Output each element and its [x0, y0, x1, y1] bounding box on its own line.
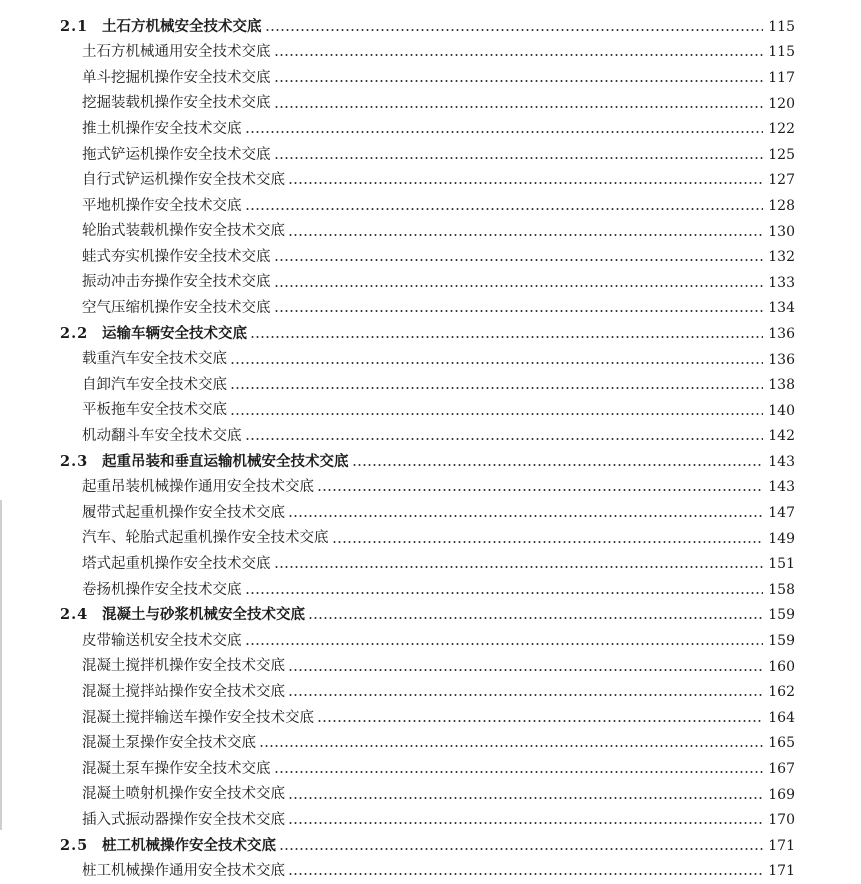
dot-leader [332, 541, 764, 543]
page-number: 147 [768, 505, 795, 522]
dot-leader [250, 336, 763, 338]
dot-leader [274, 54, 764, 56]
page-number: 159 [768, 607, 795, 624]
toc-entry-row[interactable] [0, 168, 861, 194]
entry-title: 平地机操作安全技术交底 [82, 197, 242, 214]
entry-title: 混凝土泵车操作安全技术交底 [82, 760, 271, 777]
entry-title: 自卸汽车安全技术交底 [82, 376, 227, 393]
toc-entry-row[interactable] [0, 244, 861, 270]
dot-leader [288, 515, 763, 517]
dot-leader [288, 873, 763, 875]
entry-title: 桩工机械操作通用安全技术交底 [82, 863, 285, 880]
page-number: 160 [768, 658, 795, 675]
section-number: 2.4 [60, 606, 89, 624]
entry-title: 自行式铲运机操作安全技术交底 [82, 172, 285, 189]
toc-section-row[interactable] [0, 14, 861, 40]
toc-section-row[interactable] [0, 603, 861, 629]
dot-leader [230, 387, 763, 389]
dot-leader [288, 234, 763, 236]
dot-leader [265, 29, 764, 31]
dot-leader [274, 80, 764, 82]
entry-title: 单斗挖掘机操作安全技术交底 [82, 69, 271, 86]
page-number: 151 [768, 556, 795, 573]
toc-entry-row[interactable] [0, 296, 861, 322]
toc-entry-row[interactable] [0, 500, 861, 526]
page-number: 158 [768, 581, 795, 598]
dot-leader [317, 489, 763, 491]
page-number: 167 [768, 761, 795, 778]
dot-leader [274, 106, 764, 108]
dot-leader [259, 745, 763, 747]
entry-title: 混凝土搅拌站操作安全技术交底 [82, 683, 285, 700]
toc-section-row[interactable] [0, 321, 861, 347]
entry-title: 平板拖车安全技术交底 [82, 402, 227, 419]
page-number: 122 [768, 121, 795, 138]
dot-leader [274, 285, 764, 287]
toc-entry-row[interactable] [0, 551, 861, 577]
page-number: 115 [768, 44, 795, 61]
entry-title: 振动冲击夯操作安全技术交底 [82, 274, 271, 291]
page-number: 142 [768, 428, 795, 445]
section-title: 桩工机械操作安全技术交底 [102, 836, 276, 854]
page-number: 130 [768, 223, 795, 240]
toc-entry-row[interactable] [0, 654, 861, 680]
toc-entry-row[interactable] [0, 859, 861, 884]
dot-leader [245, 643, 764, 645]
entry-title: 塔式起重机操作安全技术交底 [82, 556, 271, 573]
toc-entry-row[interactable] [0, 679, 861, 705]
dot-leader [245, 131, 764, 133]
toc-entry-row[interactable] [0, 628, 861, 654]
page-number: 117 [768, 69, 795, 86]
toc-entry-row[interactable] [0, 193, 861, 219]
entry-title: 混凝土喷射机操作安全技术交底 [82, 786, 285, 803]
dot-leader [274, 310, 764, 312]
dot-leader [288, 182, 763, 184]
toc-entry-row[interactable] [0, 807, 861, 833]
entry-title: 卷扬机操作安全技术交底 [82, 581, 242, 598]
dot-leader [288, 694, 763, 696]
page-number: 164 [768, 709, 795, 726]
toc-section-row[interactable] [0, 449, 861, 475]
toc-entry-row[interactable] [0, 347, 861, 373]
toc-entry-row[interactable] [0, 270, 861, 296]
page-number: 140 [768, 402, 795, 419]
section-title: 混凝土与砂浆机械安全技术交底 [102, 606, 305, 624]
entry-title: 插入式振动器操作安全技术交底 [82, 811, 285, 828]
dot-leader [274, 566, 764, 568]
page-number: 159 [768, 633, 795, 650]
section-number: 2.1 [60, 17, 89, 35]
toc-entry-row[interactable] [0, 142, 861, 168]
toc-entry-row[interactable] [0, 91, 861, 117]
section-number: 2.3 [60, 452, 89, 470]
toc-entry-row[interactable] [0, 424, 861, 450]
page-number: 170 [768, 812, 795, 829]
toc-entry-row[interactable] [0, 782, 861, 808]
page-number: 171 [768, 863, 795, 880]
toc-entry-row[interactable] [0, 705, 861, 731]
dot-leader [230, 362, 763, 364]
dot-leader [274, 771, 764, 773]
entry-title: 混凝土搅拌机操作安全技术交底 [82, 658, 285, 675]
page-number: 143 [768, 453, 795, 470]
section-number: 2.2 [60, 324, 89, 342]
entry-title: 履带式起重机操作安全技术交底 [82, 504, 285, 521]
dot-leader [352, 464, 764, 466]
entry-title: 轮胎式装载机操作安全技术交底 [82, 223, 285, 240]
page-number: 171 [768, 837, 795, 854]
entry-title: 混凝土泵操作安全技术交底 [82, 735, 256, 752]
entry-title: 汽车、轮胎式起重机操作安全技术交底 [82, 530, 329, 547]
dot-leader [245, 592, 764, 594]
entry-title: 拖式铲运机操作安全技术交底 [82, 146, 271, 163]
page-number: 136 [768, 351, 795, 368]
table-of-contents [0, 14, 861, 884]
page-number: 165 [768, 735, 795, 752]
toc-entry-row[interactable] [0, 116, 861, 142]
dot-leader [245, 208, 764, 210]
toc-entry-row[interactable] [0, 65, 861, 91]
entry-title: 皮带输送机安全技术交底 [82, 632, 242, 649]
dot-leader [274, 157, 764, 159]
entry-title: 挖掘装载机操作安全技术交底 [82, 95, 271, 112]
page-number: 133 [768, 274, 795, 291]
section-number: 2.5 [60, 836, 89, 854]
dot-leader [245, 438, 764, 440]
dot-leader [288, 797, 763, 799]
toc-entry-row[interactable] [0, 40, 861, 66]
toc-entry-row[interactable] [0, 731, 861, 757]
toc-entry-row[interactable] [0, 756, 861, 782]
toc-entry-row[interactable] [0, 219, 861, 245]
dot-leader [288, 669, 763, 671]
entry-title: 空气压缩机操作安全技术交底 [82, 300, 271, 317]
page-number: 138 [768, 377, 795, 394]
page-number: 143 [768, 479, 795, 496]
page-number: 128 [768, 197, 795, 214]
dot-leader [317, 720, 763, 722]
page-number: 132 [768, 249, 795, 266]
page-number: 125 [768, 146, 795, 163]
toc-entry-row[interactable] [0, 577, 861, 603]
section-title: 运输车辆安全技术交底 [102, 324, 247, 342]
entry-title: 混凝土搅拌输送车操作安全技术交底 [82, 709, 314, 726]
toc-entry-row[interactable] [0, 475, 861, 501]
page-number: 120 [768, 95, 795, 112]
dot-leader [288, 822, 763, 824]
dot-leader [230, 413, 763, 415]
toc-entry-row[interactable] [0, 526, 861, 552]
entry-title: 机动翻斗车安全技术交底 [82, 428, 242, 445]
section-title: 起重吊装和垂直运输机械安全技术交底 [102, 452, 349, 470]
entry-title: 载重汽车安全技术交底 [82, 351, 227, 368]
dot-leader [308, 617, 763, 619]
page-number: 149 [768, 530, 795, 547]
page-number: 127 [768, 172, 795, 189]
toc-section-row[interactable] [0, 833, 861, 859]
entry-title: 蛙式夯实机操作安全技术交底 [82, 248, 271, 265]
entry-title: 土石方机械通用安全技术交底 [82, 44, 271, 61]
section-title: 土石方机械安全技术交底 [102, 17, 262, 35]
dot-leader [274, 259, 764, 261]
page-number: 134 [768, 300, 795, 317]
page-number: 162 [768, 684, 795, 701]
page-number: 136 [768, 325, 795, 342]
page-number: 115 [768, 18, 795, 35]
entry-title: 推土机操作安全技术交底 [82, 120, 242, 137]
page-number: 169 [768, 786, 795, 803]
toc-entry-row[interactable] [0, 398, 861, 424]
entry-title: 起重吊装机械操作通用安全技术交底 [82, 479, 314, 496]
toc-entry-row[interactable] [0, 372, 861, 398]
dot-leader [279, 848, 763, 850]
